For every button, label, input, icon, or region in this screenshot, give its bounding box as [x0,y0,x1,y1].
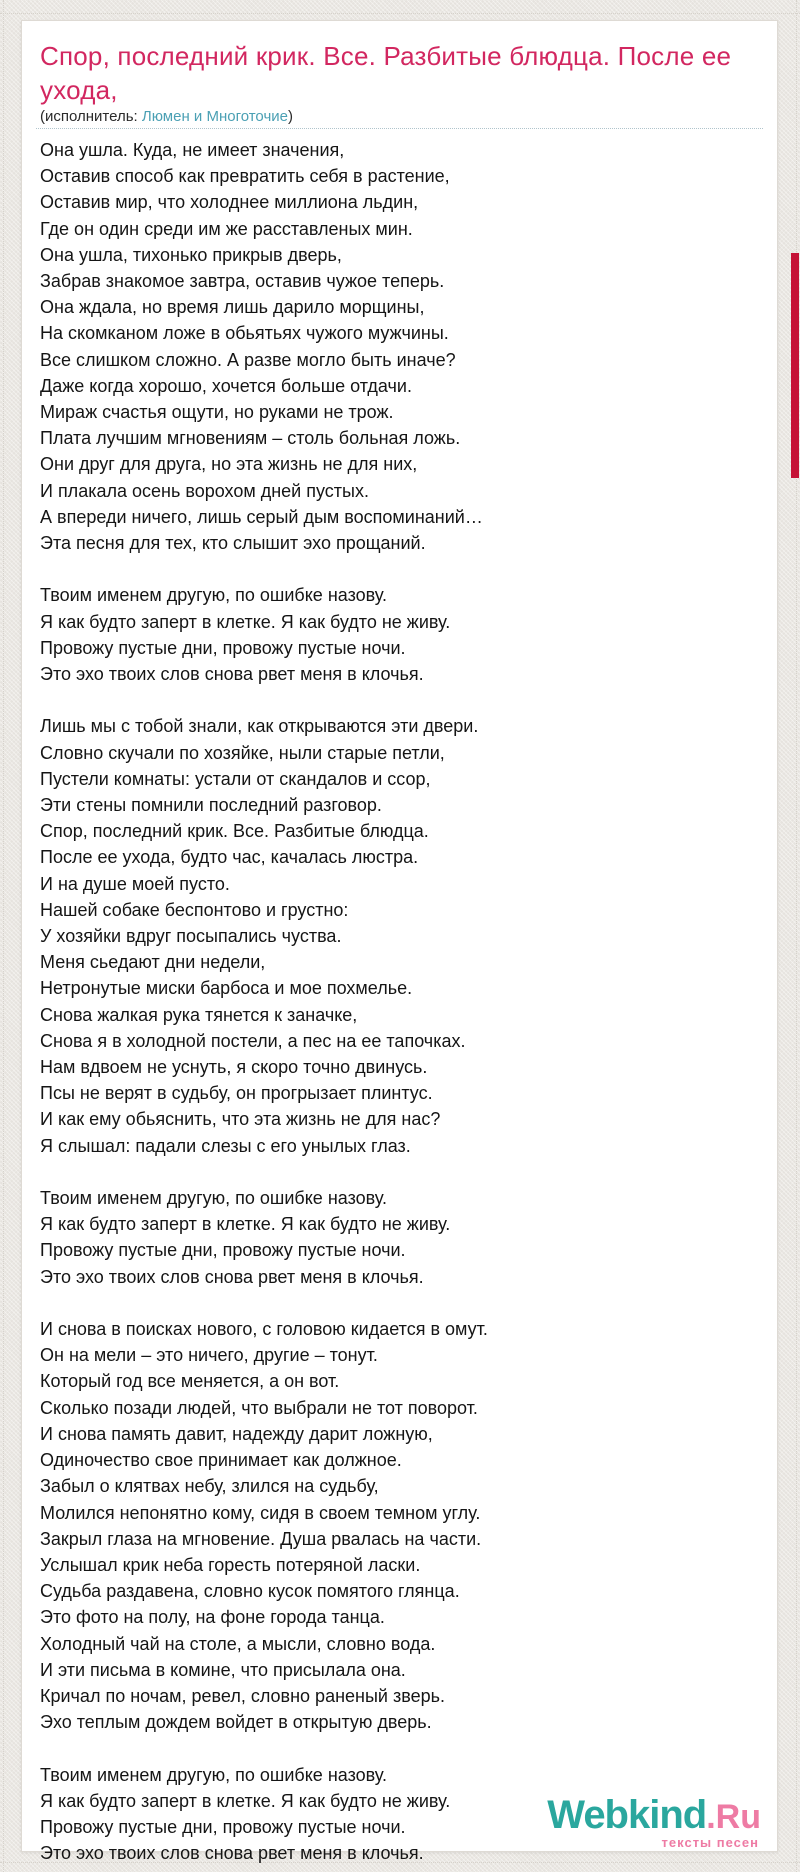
lyric-line: Нашей собаке беспонтово и грустно: [40,899,349,920]
lyric-line: Она ушла, тихонько прикрыв дверь, [40,244,342,265]
lyric-line: Одиночество свое принимает как должное. [40,1450,402,1471]
logo-webkind-text: Webkind [547,1793,707,1837]
lyric-line: И снова память давит, надежду дарит ложную, [40,1423,433,1444]
lyric-line: И снова в поисках нового, с головою кидается в омут. [40,1319,488,1340]
stitch-line-top [0,13,800,14]
lyric-line: Меня сьедают дни недели, [40,952,266,973]
lyric-line: Эта песня для тех, кто слышит эхо прощаний. [40,533,426,554]
artist-label: (исполнитель: [40,108,142,125]
artist-line [36,107,763,129]
lyric-line: На скомканом ложе в обьятьях чужого мужчины. [40,323,449,344]
logo-ru-text: .Ru [706,1798,761,1836]
lyric-line: И плакала осень ворохом дней пустых. [40,480,369,501]
lyric-line: Эхо теплым дождем войдет в открытую дверь. [40,1712,432,1733]
lyric-line: Эти стены помнили последний разговор. [40,795,382,816]
lyric-line: Плата лучшим мгновениям – столь больная ложь. [40,428,461,449]
lyric-line: Спор, последний крик. Все. Разбитые блюдца. [40,821,429,842]
stanza [40,137,759,556]
lyric-line: Провожу пустые дни, провожу пустые ночи. [40,1240,406,1261]
lyric-line: Они друг для друга, но эта жизнь не для них, [40,454,418,475]
lyric-line: Молился непонятно кому, сидя в своем темном углу. [40,1502,481,1523]
lyric-line: Закрыл глаза на мгновение. Душа рвалась на части. [40,1528,482,1549]
lyric-line: Словно скучали по хозяйке, ныли старые петли, [40,742,445,763]
lyric-line: У хозяйки вдруг посыпались чуства. [40,926,342,947]
lyric-line: Оставив мир, что холоднее миллиона льдин, [40,192,419,213]
lyric-line: И как ему обьяснить, что эта жизнь не для нас? [40,1109,441,1130]
lyric-line: Он на мели – это ничего, другие – тонут. [40,1345,378,1366]
stitch-line-left [3,0,4,1872]
lyric-line: Забрав знакомое завтра, оставив чужое теперь. [40,271,445,292]
lyric-line: Судьба раздавена, словно кусок помятого глянца. [40,1581,460,1602]
lyric-line: И на душе моей пусто. [40,873,230,894]
lyric-line: Где он один среди им же расставленых мин. [40,218,413,239]
lyric-line: Нам вдвоем не уснуть, я скоро точно двинусь. [40,1057,428,1078]
lyric-line: Она ждала, но время лишь дарило морщины, [40,297,425,318]
stanza [40,1185,759,1290]
lyric-line: Услышал крик неба горесть потеряной ласки. [40,1554,421,1575]
lyric-line: Это фото на полу, на фоне города танца. [40,1607,385,1628]
lyric-line: Лишь мы с тобой знали, как открываются эти двери. [40,716,479,737]
lyric-line: После ее ухода, будто час, качалась люстра. [40,847,419,868]
artist-link[interactable]: Люмен и Многоточие [141,108,288,125]
lyric-line: Холодный чай на столе, а мысли, словно вода. [40,1633,436,1654]
page-title: Спор, последний крик. Все. Разбитые блюдца. После ее ухода, [40,41,732,105]
lyric-line: Это эхо твоих слов снова рвет меня в клочья. [40,1843,424,1864]
lyric-line: Оставив способ как превратить себя в растение, [40,166,450,187]
lyric-line: Нетронутые миски барбоса и мое похмелье. [40,978,413,999]
lyric-line: Я слышал: падали слезы с его унылых глаз. [40,1135,411,1156]
lyric-line: Сколько позади людей, что выбрали не тот поворот. [40,1397,478,1418]
stanza [40,582,759,687]
lyric-line: Который год все меняется, а он вот. [40,1371,340,1392]
lyric-line: Твоим именем другую, по ошибке назову. [40,1764,387,1785]
lyric-line: Твоим именем другую, по ошибке назову. [40,585,387,606]
lyric-line: Мираж счастья ощути, но руками не трож. [40,402,394,423]
scroll-indicator[interactable] [791,253,799,478]
lyric-line: Даже когда хорошо, хочется больше отдачи. [40,375,412,396]
lyric-line: А впереди ничего, лишь серый дым воспоминаний… [40,506,483,527]
lyric-line: Псы не верят в судьбу, он прогрызает плинтус. [40,1083,433,1104]
lyric-line: Я как будто заперт в клетке. Я как будто не живу. [40,611,451,632]
content-card [21,20,778,1864]
lyric-line: Снова я в холодной постели, а пес на ее тапочках. [40,1030,466,1051]
lyric-line: Забыл о клятвах небу, злился на судьбу, [40,1476,379,1497]
lyric-line: Я как будто заперт в клетке. Я как будто не живу. [40,1790,451,1811]
lyric-line: Пустели комнаты: устали от скандалов и ссор, [40,768,431,789]
stanza [40,713,759,1158]
stanza [40,1316,759,1735]
logo-tagline: тексты песен [661,1835,759,1850]
lyric-line: Это эхо твоих слов снова рвет меня в клочья. [40,1266,424,1287]
webkind-logo[interactable] [547,1795,761,1849]
lyrics [40,137,759,1866]
lyric-line: Твоим именем другую, по ошибке назову. [40,1188,387,1209]
lyric-line: Я как будто заперт в клетке. Я как будто не живу. [40,1214,451,1235]
lyric-line: Это эхо твоих слов снова рвет меня в клочья. [40,664,424,685]
artist-label-close: ) [287,108,293,125]
lyric-line: Кричал по ночам, ревел, словно раненый зверь. [40,1685,445,1706]
lyric-line: И эти письма в комине, что присылала она. [40,1659,406,1680]
lyric-line: Все слишком сложно. А разве могло быть иначе? [40,349,456,370]
lyric-line: Она ушла. Куда, не имеет значения, [40,140,345,160]
lyric-line: Провожу пустые дни, провожу пустые ночи. [40,1816,406,1837]
lyric-line: Провожу пустые дни, провожу пустые ночи. [40,637,406,658]
lyric-line: Снова жалкая рука тянется к заначке, [40,1004,358,1025]
